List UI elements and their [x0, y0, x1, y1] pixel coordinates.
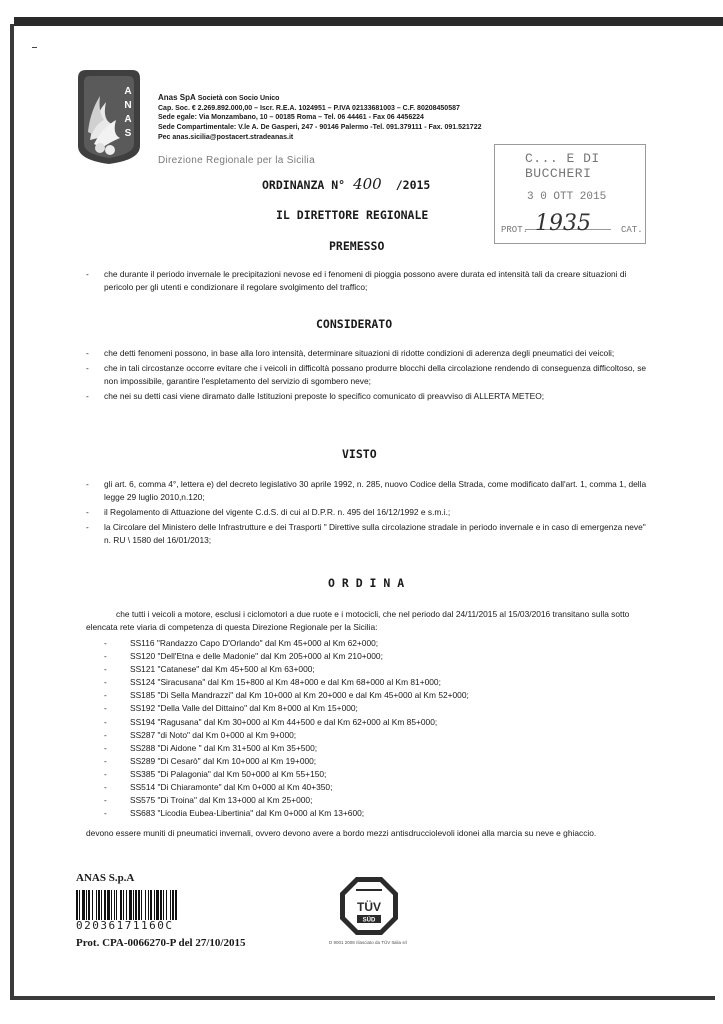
barcode-bar [175, 890, 177, 920]
logo-letter-a2: A [124, 114, 132, 125]
premesso-list [86, 268, 648, 296]
barcode-bar [123, 890, 124, 920]
barcode-bar [138, 890, 140, 920]
road-item: - SS121 "Catanese" dal Km 45+500 al Km 63+000; [104, 663, 664, 676]
certification-text: D 9001 2008 rilasciato da TÜV Italia srl [329, 940, 407, 945]
premesso-item: - che durante il periodo invernale le precipitazioni nevose ed i fenomeni di pioggia possono avere durata ed intensità tali da creare situazioni di pericolo per gli utenti e condizionare il regolare svolgimento del traffico; [86, 268, 648, 294]
barcode-bar [111, 890, 112, 920]
company-subtitle: Società con Socio Unico [197, 95, 280, 102]
scan-border-left [10, 24, 14, 999]
barcode-bar [101, 890, 102, 920]
road-item: - SS683 "Licodia Eubea-Libertinia" dal Km 0+000 al Km 13+600; [104, 807, 664, 820]
considerato-item: - che nei su detti casi viene diramato dalle Istituzioni preposte lo specifico comunicato di preavviso di ALLERTA METEO; [86, 390, 648, 403]
ordina-closing: devono essere muniti di pneumatici invernali, ovvero devono avere a bordo mezzi antisdrucciolevoli idonei alla marcia su neve e ghiaccio. [86, 828, 597, 838]
considerato-heading: CONSIDERATO [316, 317, 393, 331]
tuv-certification-logo [338, 875, 400, 937]
road-item: - SS385 "Di Palagonia" dal Km 50+000 al Km 55+150; [104, 768, 664, 781]
road-item: - SS185 "Di Sella Mandrazzi" dal Km 10+000 al Km 20+000 e dal Km 45+000 al Km 52+000; [104, 689, 664, 702]
barcode-bar [150, 890, 152, 920]
barcode-bar [98, 890, 100, 920]
ordinance-number: 400 [353, 175, 382, 193]
barcode-bar [160, 890, 162, 920]
barcode-bar [166, 890, 167, 920]
barcode-bar [148, 890, 149, 920]
tuv-mark-top: TÜV [357, 900, 381, 914]
stamp-prot-number: 1935 [535, 211, 591, 236]
protocol-stamp [494, 144, 646, 244]
barcode-bar [86, 890, 87, 920]
sede-compartimentale-line: Sede Compartimentale: V.le A. De Gasperi, 247 - 90146 Palermo -Tel. 091.379111 - Fax. 091.521722 [158, 124, 482, 132]
road-item: - SS288 "Di Aidone " dal Km 31+500 al Km 35+500; [104, 742, 664, 755]
barcode-bar [120, 890, 122, 920]
premesso-heading: PREMESSO [329, 239, 385, 253]
road-item: - SS575 "Di Troina" dal Km 13+000 al Km 25+000; [104, 794, 664, 807]
barcode-bar [76, 890, 78, 920]
capital-line: Cap. Soc. € 2.269.892.000,00 – Iscr. R.E.A. 1024951 – P.IVA 02133681003 – C.F. 80208450587 [158, 104, 460, 112]
director-heading: IL DIRETTORE REGIONALE [276, 208, 429, 222]
barcode-bar [116, 890, 117, 920]
road-item: - SS194 "Ragusana" dal Km 30+000 al Km 44+500 e dal Km 62+000 al Km 85+000; [104, 716, 664, 729]
barcode-bar [96, 890, 97, 920]
visto-heading: VISTO [342, 447, 377, 461]
barcode-bar [88, 890, 90, 920]
stamp-suffix: CAT. [621, 225, 643, 235]
stamp-date: 3 0 OTT 2015 [527, 191, 607, 203]
barcode-bar [82, 890, 85, 920]
scan-border-bottom [10, 996, 715, 1000]
barcode-bar [126, 890, 127, 920]
barcode-bar [92, 890, 93, 920]
road-item: - SS192 "Della Valle del Dittaino" dal Km 8+000 al Km 15+000; [104, 702, 664, 715]
barcode-bar [133, 890, 134, 920]
barcode-bar [135, 890, 137, 920]
logo-letter-s: S [124, 128, 132, 139]
roads-list [78, 637, 664, 820]
ordinance-label: ORDINANZA N° [262, 178, 346, 192]
barcode-bar [145, 890, 146, 920]
visto-item: - il Regolamento di Attuazione del vigente C.d.S. di cui al D.P.R. n. 495 del 16/12/1992 e s.m.i.; [86, 506, 648, 519]
company-line [158, 93, 481, 104]
visto-list [86, 478, 648, 549]
barcode [76, 890, 264, 920]
visto-item: - la Circolare del Ministero delle Infrastrutture e dei Trasporti " Direttive sulla circolazione stradale in periodo invernale e in caso di emergenza neve" n. RU \ 1580 del 16/01/2013; [86, 521, 648, 547]
anas-logo [76, 68, 142, 166]
letterhead [158, 93, 481, 143]
road-item: - SS514 "Di Chiaramonte" dal Km 0+000 al Km 40+350; [104, 781, 664, 794]
sede-legale-line: Sede egale: Via Monzambano, 10 – 00185 Roma – Tel. 06 44461 - Fax 06 4456224 [158, 114, 424, 122]
stamp-prot-label: PROT. [501, 225, 529, 235]
barcode-number: 02036171160C [76, 919, 174, 932]
barcode-bar [107, 890, 110, 920]
stamp-comune: C... E DI BUCCHERI [525, 151, 600, 181]
barcode-bar [141, 890, 142, 920]
road-item: - SS116 "Randazzo Capo D'Orlando" dal Km 45+000 al Km 62+000; [104, 637, 664, 650]
barcode-bar [104, 890, 106, 920]
pec-line: Pec anas.sicilia@postacert.stradeanas.it [158, 133, 294, 141]
tuv-mark-bottom: SÜD [362, 917, 376, 924]
scan-border-top [14, 17, 723, 26]
barcode-bar [163, 890, 164, 920]
logo-letter-n: N [124, 100, 132, 111]
protocol-number: Prot. CPA-0066270-P del 27/10/2015 [76, 937, 246, 949]
considerato-item: - che in tali circostanze occorre evitare che i veicoli in difficoltà possano produrre blocchi della circolazione rendendo di conseguenza difficoltoso, se non impossibile, garantire l'espletamento del servizio di sgombero neve; [86, 362, 648, 388]
considerato-item: - che detti fenomeni possono, in base alla loro intensità, determinare situazioni di ridotte condizioni di aderenza degli pneumatici dei veicoli; [86, 347, 648, 360]
barcode-bar [156, 890, 159, 920]
logo-letter-a1: A [124, 86, 132, 97]
road-item: - SS287 "di Noto" dal Km 0+000 al Km 9+000; [104, 729, 664, 742]
ordinance-title [262, 175, 430, 193]
barcode-bar [79, 890, 80, 920]
scan-mark [32, 47, 37, 48]
barcode-bar [154, 890, 155, 920]
barcode-bar [114, 890, 115, 920]
barcode-bar [172, 890, 174, 920]
footer-org: ANAS S.p.A [76, 872, 135, 884]
barcode-bar [170, 890, 171, 920]
considerato-list [86, 347, 648, 405]
direzione-label: Direzione Regionale per la Sicilia [158, 155, 315, 166]
road-item: - SS124 "Siracusana" dal Km 15+800 al Km 48+000 e dal Km 68+000 al Km 81+000; [104, 676, 664, 689]
barcode-bar [129, 890, 132, 920]
road-item: - SS289 "Di Cesarò" dal Km 10+000 al Km 19+000; [104, 755, 664, 768]
road-item: - SS120 "Dell'Etna e delle Madonie" dal Km 205+000 al Km 210+000; [104, 650, 664, 663]
company-name: Anas SpA [158, 93, 196, 102]
ordina-intro: che tutti i veicoli a motore, esclusi i ciclomotori a due ruote e i motocicli, che nel periodo dal 24/11/2015 al 15/03/2016 transitano sulla sotto elencata rete viaria di competenza di questa Direzione Regionale per la Sicilia: [86, 609, 630, 632]
ordina-heading: O R D I N A [328, 576, 405, 590]
ordinance-year: /2015 [395, 178, 431, 192]
visto-item: - gli art. 6, comma 4°, lettera e) del decreto legislativo 30 aprile 1992, n. 285, nuovo Codice della Strada, come modificato dall'art. 1, comma 1, della legge 29 luglio 2010,n.120; [86, 478, 648, 504]
